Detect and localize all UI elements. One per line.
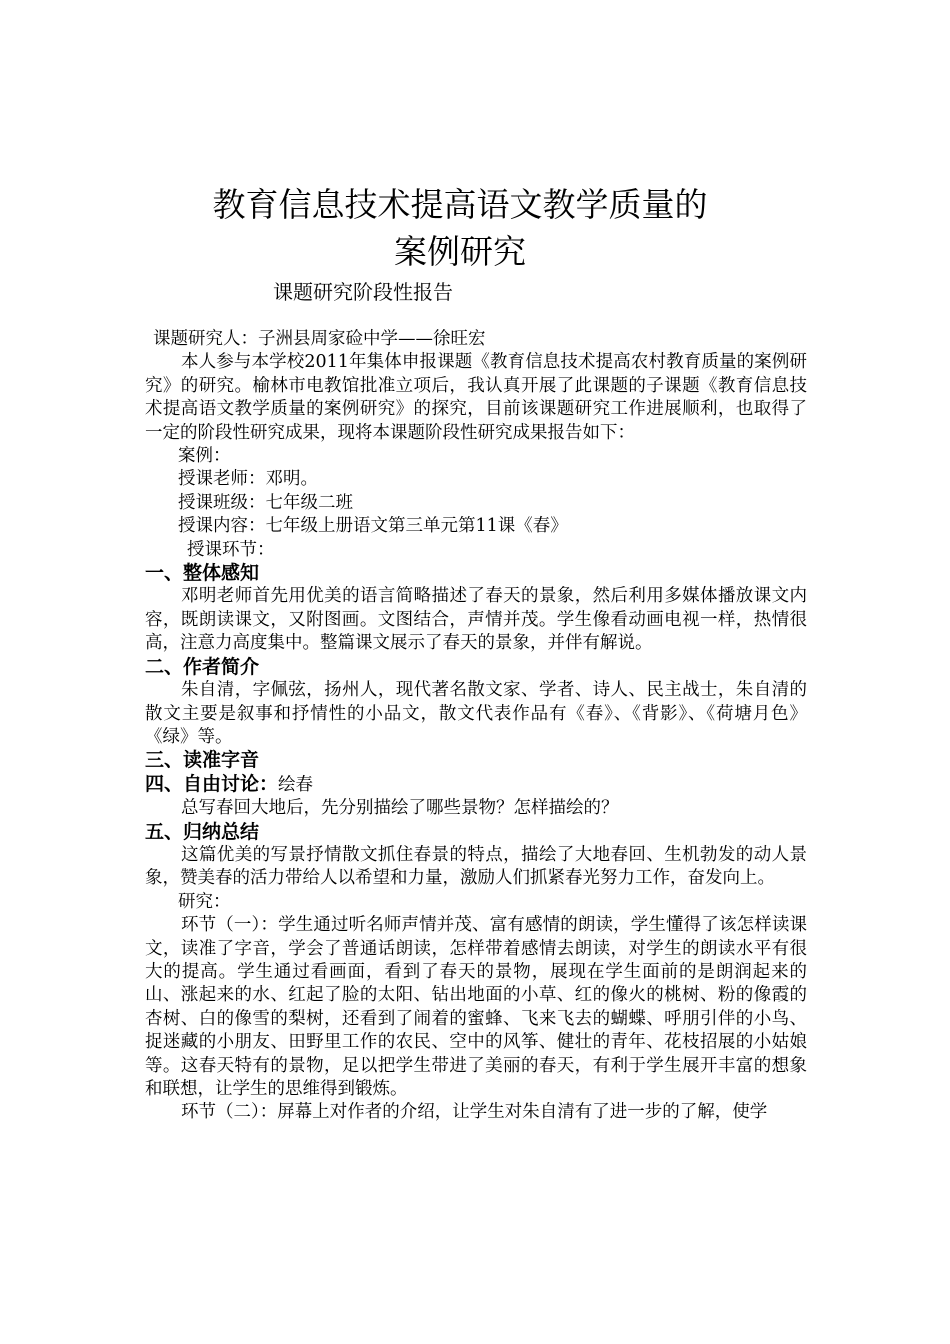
section-3-heading: 三、读准字音 (145, 749, 260, 772)
section-2-text: 朱自清，字佩弦，扬州人，现代著名散文家、学者、诗人、民主战士，朱自清的散文主要是叙事和抒情性的小品文，散文代表作品有《春》、《背影》、《荷塘月色》《绿》等。 (145, 680, 807, 747)
section-4-text: 总写春回大地后，先分别描绘了哪些景物？怎样描绘的？ (181, 798, 619, 819)
section-4-title: 四、自由讨论： (145, 772, 279, 795)
section-5-heading: 五、归纳总结 (145, 820, 260, 843)
section-4-heading (145, 773, 807, 797)
title-line-1: 教育信息技术提高语文教学质量的 (212, 185, 708, 224)
case-label: 案例： (178, 446, 231, 467)
intro-paragraph: 本人参与本学校2011年集体申报课题《教育信息技术提高农村教育质量的案例研究》的研究。榆林市电教馆批准立项后，我认真开展了此课题的子课题《教育信息技术提高语文教学质量的案例研究》的探究，目前该课题研究工作进展顺利，也取得了一定的阶段性研究成果，现将本课题阶段性研究成果报告如下： (145, 352, 807, 443)
content-line: 授课内容：七年级上册语文第三单元第11课《春》 (178, 516, 568, 537)
section-5-text: 这篇优美的写景抒情散文抓住春景的特点，描绘了大地春回、生机勃发的动人景象，赞美春的活力带给人以希望和力量，激励人们抓紧春光努力工作，奋发向上。 (145, 844, 807, 889)
section-4-topic: 绘春 (278, 774, 314, 795)
section-2-heading: 二、作者简介 (145, 655, 260, 678)
subtitle: 课题研究阶段性报告 (273, 280, 453, 304)
steps-label: 授课环节： (187, 539, 275, 560)
title-line-2: 案例研究 (394, 232, 526, 271)
research-step-2: 环节（二）：屏幕上对作者的介绍，让学生对朱自清有了进一步的了解，使学 (181, 1102, 768, 1123)
section-1-heading: 一、整体感知 (145, 562, 260, 585)
document-body (145, 328, 807, 1125)
author-line: 课题研究人：子洲县周家硷中学——徐旺宏 (153, 329, 486, 349)
section-1-text: 邓明老师首先用优美的语言简略描述了春天的景象，然后利用多媒体播放课文内容，既朗读课文，又附图画。文图结合，声情并茂。学生像看动画电视一样，热情很高，注意力高度集中。整篇课文展示了春天的景象，并伴有解说。 (145, 586, 807, 654)
research-step-1: 环节（一）：学生通过听名师声情并茂、富有感情的朗读，学生懂得了该怎样读课文，读准了字音，学会了普通话朗读，怎样带着感情去朗读，对学生的朗读水平有很大的提高。学生通过看画面，看到了春天的景物，展现在学生面前的是朗润起来的山、涨起来的水、红起了脸的太阳、钻出地面的小草、红的像火的桃树、粉的像霞的杏树、白的像雪的梨树，还看到了闹着的蜜蜂、飞来飞去的蝴蝶、呼朋引伴的小鸟、捉迷藏的小朋友、田野里工作的农民、空中的风筝、健壮的青年、花枝招展的小姑娘等。这春天特有的景物，足以把学生带进了美丽的春天，有利于学生展开丰富的想象和联想，让学生的思维得到锻炼。 (145, 915, 807, 1099)
class-line: 授课班级：七年级二班 (178, 492, 353, 513)
research-label: 研究： (178, 891, 231, 912)
teacher-line: 授课老师：邓明。 (178, 469, 318, 490)
